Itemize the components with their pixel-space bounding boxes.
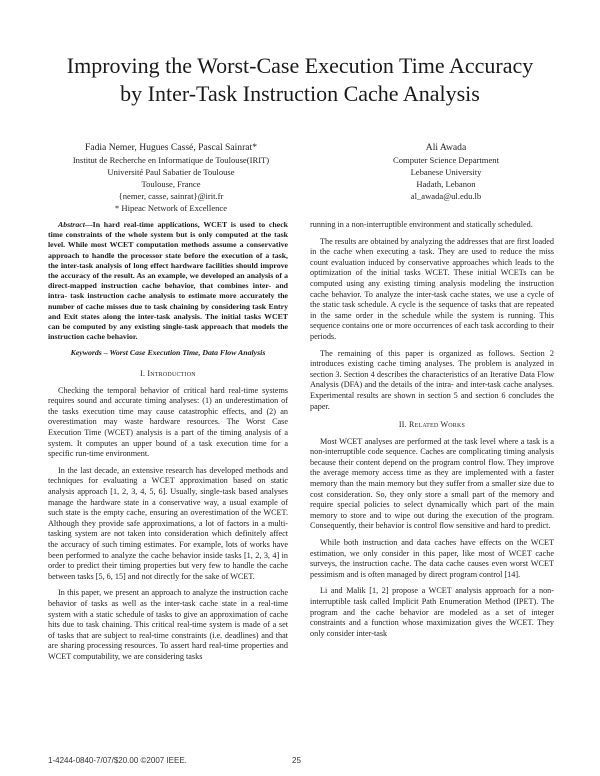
affiliation-line: Computer Science Department [393,155,499,165]
paragraph: In the last decade, an extensive research has developed methods and techniques for evaluating a WCET approximation based on static analysis approach [1, 2, 3, 4, 5, 6]. Usually, single-task based analyses manage the hardware state in a conservative way, a usual example of such state is the empty cache, ensuring an overestimation of the WCET. Although they provide safe approximations, a lot of factors in a multi-tasking system are not taken into consideration which definitely affect the accuracy of such timing estimates. For example, lots of works have been performed to analyze the cache behavior inside tasks [1, 2, 3, 4] in order to predict their timing properties but very few to handle the cache between tasks [5, 6, 15] and not directly for the sake of WCET. [48,465,288,581]
section-heading-related-works: II. Related Works [398,420,466,430]
title-line: by Inter-Task Instruction Cache Analysis [120,81,480,106]
affiliation-line: Toulouse, France [141,179,201,189]
affiliation-line: Lebanese University [410,167,482,177]
author-email: {nemer, casse, sainrat}@irit.fr [118,191,224,201]
paragraph: The remaining of this paper is organized as follows. Section 2 introduces existing cache timing analyses. The problem is analyzed in section 3. Section 4 describes the characteristics of an Iterative Data Flow Analysis (DFA) and the details of the intra- and inter-task cache analyses. Experimental results are shown in section 5 and section 6 concludes the paper. [310,348,554,411]
abstract [48,220,288,342]
paragraph: Li and Malik [1, 2] propose a WCET analysis approach for a non-interruptible task called Implicit Path Enumeration Method (IPET). The program and the cache behavior are modeled as a set of integer constraints and a function whose maximization gives the WCET. They only consider inter-task [310,586,554,638]
section-heading-introduction: I. Introduction [140,369,196,379]
paragraph: While both instruction and data caches have effects on the WCET estimation, we only consider in this paper, like most of WCET cache surveys, the instruction cache. The data cache causes even worst WCET pessimism and is often managed by direct program control [14]. [310,538,554,579]
affiliation-note: * Hipeac Network of Excellence [114,203,228,213]
paragraph: In this paper, we present an approach to analyze the instruction cache behavior of tasks as well as the inter-task cache state in a real-time system with a static schedule of tasks to give an approximation of cache hits due to task chaining. This critical real-time system is made of a set of tasks that are subject to real-time constraints (i.e. deadlines) and that are sharing processing resources. To assert hard real-time properties and WCET computability, we are considering tasks [48,588,288,661]
author-names: Fadia Nemer, Hugues Cassé, Pascal Sainrat* [85,142,257,153]
author-email: al_awada@ul.edu.lb [410,191,482,201]
paragraph: Most WCET analyses are performed at the task level where a task is a non-interruptible code sequence. Caches are complicating timing analysis because their content depend on the program control flow. They improve the average memory access time as they are implemented with a faster memory than the main memory but they suffer from a smaller size due to cost consideration. So, they only store a small part of the memory and require special policies to select dynamically which part of the main memory to store and to wipe out during the execution of the program. Consequently, their behavior is control flow sensitive and hard to predict. [310,436,554,531]
abstract-text: —In hard real-time applications, WCET is used to check time constraints of the whole system but is only computed at the task level. While most WCET computation methods assume a conservative approach to handle the processor state before the execution of a task, the inter-task analysis of long effect hardware facilities should improve the accuracy of the result. As an example, we developed an analysis of a direct-mapped instruction cache behavior, that combines inter- and intra- task instruction cache analysis to estimate more accurately the number of cache misses due to task chaining by considering task Entry and Exit states along the inter-task analysis. The initial tasks WCET can be computed by any existing single-task approach that models the instruction cache behavior. [48,220,288,342]
abstract-lead: Abstract [58,220,85,229]
author-block-right [330,141,562,202]
copyright-footer: 1-4244-0840-7/07/$20.00 ©2007 IEEE. [48,756,187,765]
affiliation-line: Institut de Recherche en Informatique de Toulouse(IRIT) [72,155,270,165]
affiliation-line: Université Paul Sabatier de Toulouse [107,167,235,177]
paragraph: running in a non-interruptible environment and statically scheduled. [310,220,533,229]
affiliation-line: Hadath, Lebanon [416,179,476,189]
author-names: Ali Awada [425,142,467,153]
author-block-left [40,141,302,214]
paragraph: The results are obtained by analyzing the addresses that are first loaded in the cache when executing a task. They are used to reduce the miss count evaluation induced by conservative approaches which leads to the optimization of the initial tasks WCET. These initial WCETs can be computed using any existing timing analysis modeling the instruction cache behavior. To analyze the inter-task cache states, we use a cycle of the static task schedule. A cycle is the sequence of tasks that are repeated in the same order in the schedule while the system is running. This sequence contains one or more occurrences of each task according to their periods. [310,236,554,341]
left-column [48,220,288,668]
keywords: Keywords – Worst Case Execution Time, Data Flow Analysis [70,348,266,358]
title-line: Improving the Worst-Case Execution Time Accuracy [66,53,534,78]
paragraph: Checking the temporal behavior of critical hard real-time systems requires sound and accurate timing analyses: (1) an underestimation of the tasks execution time may cause catastrophic effects, and (2) an overestimation may waste hardware resources. The Worst Case Execution Time (WCET) analysis is a part of the timing analysis of a system. It computes an upper bound of a task execution time for a specific run-time environment. [48,385,288,459]
right-column [310,220,554,645]
paper-title [40,52,560,108]
page-number: 25 [292,756,301,765]
